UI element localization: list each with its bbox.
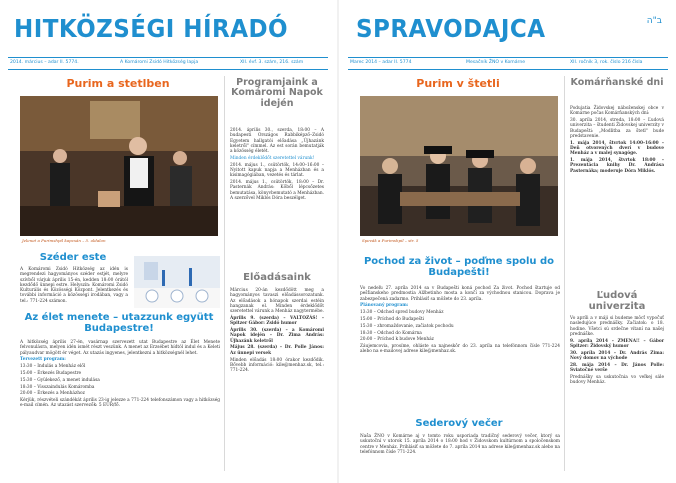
seder-title: Sederový večer: [415, 418, 503, 429]
programs-item-2: 2014. május 1., csütörtök, 14:00–16:00 – Nyitott kapuk napja a Menházban és a kisimagógiában, vezetés és tárlat.: [230, 162, 324, 179]
lectures-title: Előadásaink: [243, 272, 311, 283]
purim-photo: [360, 96, 558, 236]
lectures-item-1: Április 9. (szerda) – VALTOZÁS! – Spitzer Gábor: Zsidó humor: [230, 315, 324, 327]
programs-item-3: 2014. május 1., csütörtök, 18:00 – Dr. Pasternák András: Kőből lépcsőzetes bemutatása, könyvbemutató a Menházban. A szerzővel Miklós Dóra beszélget.: [230, 180, 324, 202]
page-gutter: [337, 0, 339, 483]
issue-number: XII. ročník 3, rok. číslo 216 čísla: [570, 60, 643, 65]
purim-caption: Jelenet a Purimshpil kapcsán – 5. oldalon: [22, 238, 106, 243]
masthead-rule: [348, 57, 668, 58]
pochod-program-1: 13:30 – Odchod spred budovy Menház: [360, 310, 444, 316]
eletmenete-text: A hitközség április 27-én, vasárnap szervezett utat Budapestre az Élet Menete felvonulásra, melyen idén ismét részt veszünk. A menet az Erzsébet hídtól indul és a Keleti pályaudvar mögött ér véget. Az utazás ingyenes, jelentkezni a hitközségnél lehet.: [20, 340, 220, 356]
pochod-program-4: 18:30 – Odchod do Komárna: [360, 330, 422, 336]
lectures-body: [230, 288, 324, 375]
newspaper-title: SPRAVODAJCA: [356, 14, 546, 43]
masthead-rule: [8, 57, 328, 58]
komarno-days-item-1: 30. apríla 2014, streda, 18:00 – Ľudová univerzita – študenti Židovskej univerzity v Budapešti: „Modlitba za štetl" bude predstavenie.: [570, 118, 664, 139]
pochod-program-title: Plánovaný program:: [360, 303, 409, 309]
eletmenete-program-3: 15:30 – Gyülekező, a menet indulása: [20, 377, 100, 383]
komarno-days-intro: Podujatia Židovskej náboženskej obce v Komárne počas Komárňanských dní:: [570, 106, 664, 117]
eletmenete-program-2: 15:00 – Érkezés Budapestre: [20, 370, 82, 376]
ludova-item-2: 30. apríla 2014 – Dr. András Zima: Nový domov na východe: [570, 350, 664, 362]
hebrew-mark: ב"ה: [646, 16, 662, 26]
lectures-item-3: Május 28. (szerda) – Dr. Polle János: Az ünnepi versek: [230, 345, 324, 356]
programs-title: Programjaink a Komáromi Napok idején: [231, 77, 323, 109]
eletmenete-program-5: 20:00 – Érkezés a Menházhoz: [20, 391, 85, 397]
ludova-body: [570, 316, 664, 387]
pochod-body: [360, 286, 560, 356]
ludova-title: Ľudová univerzita: [588, 290, 646, 312]
masthead: [8, 10, 328, 52]
pochod-note: Záujemcovia, prosíme, ohláste sa najneskôr do 23. apríla na telefónnom čísle 771-224 alebo na e-mailovej adrese kile@menhaz.sk.: [360, 344, 560, 355]
ludova-item-1: 9. apríla 2014 – ZMENA!! – Gábor Spitzer: Židovský humor: [570, 338, 664, 349]
masthead: [348, 10, 668, 52]
ludova-footer: Prednášky sa uskutočnia vo veľkej sále budovy Menház.: [570, 374, 664, 386]
komarno-days-item-2: 1. mája 2014, štvrtok 14:00–16:00 – Deň otvorených dverí v budove Menház a v malej synagóge.: [570, 140, 664, 157]
purim-title: Purim a stetlben: [66, 77, 170, 90]
eletmenete-body: [20, 340, 220, 410]
seder-table-illustration: [134, 256, 220, 308]
seder-photo: [134, 256, 220, 308]
newspaper-title: HITKÖZSÉGI HÍRADÓ: [14, 14, 289, 43]
issue-line: [348, 59, 668, 69]
programs-body: [230, 128, 324, 203]
issue-publisher: Mesačník ŽNO v Komárne: [466, 60, 526, 65]
lectures-item-2: Április 30. (szerda) – a Komáromi Napok idején – Dr. Zima András: Újhazánk keletről: [230, 328, 324, 344]
komarno-days-body: [570, 106, 664, 176]
ludova-item-3: 28. mája 2014 – Dr. János Polle: Sviatočné verše: [570, 362, 664, 374]
eletmenete-program-4: 18:30 – Visszaindulás Komáromba: [20, 384, 95, 390]
eletmenete-program-1: 13:30 – Indulás a Menház elől: [20, 364, 86, 370]
purim-photo-illustration: [360, 96, 558, 236]
purim-photo-illustration: [20, 96, 218, 236]
pochod-program-5: 20:00 – Príchod k budove Menház: [360, 337, 434, 343]
lectures-text: Március 20-án kezdődött meg a hagyományos tavaszi előadássorozatunk. Az előadások a hónapok szerdai estéin hangzanak el. Minden érdeklődőt szeretettel várunk a Menház nagytermébe.: [230, 288, 324, 315]
slovak-page: [348, 10, 668, 478]
purim-caption: Spevák a Purimshpil – str. 5: [362, 238, 419, 243]
pochod-title: Pochod za život – poďme spolu do Budapešti!: [363, 256, 555, 278]
purim-title: Purim v štetli: [416, 77, 500, 90]
komarno-days-item-3: 1. mája 2014, štvrtok 18:00 – Prezentácia knihy Dr. Andrása Pasternáka; moderuje Dóra Miklós.: [570, 158, 664, 174]
hungarian-page: [8, 10, 328, 478]
lectures-footer: Minden előadás 18:00 órakor kezdődik. Bővebb információ: kile@menhaz.sk, tel.: 771-224.: [230, 357, 324, 374]
eletmenete-program-title: Tervezett program:: [20, 357, 66, 363]
pochod-program-3: 15:30 – zhromaždovanie, začiatok pochodu: [360, 323, 454, 329]
seder-text: Naša ŽNO v Komárne aj v tomto roku usporiada tradičný sederový večer, ktorý sa uskutoční v utorok 15. apríla 2014 o 18:00 hod v Židovskom kultúrnom a spoločenskom centre v Menház. Prihlásiť sa môžete do 7. apríla 2014 na adrese kile@menhaz.sk alebo na telefónnom čísle 771-224.: [360, 434, 560, 455]
pochod-text: Vo nedeľu 27. apríla 2014 sa v Budapešti koná pochod Za život. Pochod štartuje od pešťianskeho predmostia Alžbetinho mosta a končí za východnou stanicou. Doprava je zabezpečená zadarmo. Prihlásiť sa môžete do 23. apríla.: [360, 286, 560, 302]
issue-number: XII. évf. 3. szám, 216. szám: [240, 60, 304, 65]
seder-text: A Komáromi Zsidó Hitközség az idén is megrendezi hagyományos széder estjét, melyre szívből várjuk április 15-én, kedden 18:00 órától kezdődő ünnepi estre. Helyszín: Komáromi Zsidó Kulturális és Közösségi Központ. Jelentkezés és további információ a közösségi irodában, vagy a tel.: 771-224 számon.: [20, 267, 128, 304]
column-divider: [564, 76, 565, 471]
komarno-days-title: Komárňanské dni: [570, 77, 664, 88]
issue-date: 2014. március – adar II. 5774.: [10, 60, 79, 65]
pochod-program-2: 15:00 – Príchod do Budapešti: [360, 316, 425, 322]
ludova-text: Vo apríli a v máji si budeme môcť vypočuť nasledujúce prednášky. Začiatok: o 18. hodine. Všetci sú srdečne vítaní na našej prednáške.: [570, 316, 664, 337]
eletmenete-note: Kérjük, részvételi szándékát április 23-ig jelezze a 771-224 telefonszámon vagy a hitközség e-mail címén. Az utazást szervezők: 5 EUR/fő.: [20, 398, 220, 409]
issue-date: Marec 2014 – adar II. 5774: [350, 60, 412, 65]
issue-rule: [8, 69, 328, 70]
programs-item-1: 2014. április 30., szerda, 18:00 – A budapesti Országos Rabbiképző–Zsidó Egyetem hallgatói előadása „Újhazánk keletről" címmel. Az est során bemutatják a közösség életét.: [230, 128, 324, 155]
purim-photo: [20, 96, 218, 236]
eletmenete-title: Az élet menete – utazzunk együtt Budapestre!: [24, 312, 214, 334]
issue-line: [8, 59, 328, 69]
issue-publisher: A Komáromi Zsidó Hitközség lapja: [120, 60, 199, 65]
seder-title: Széder este: [39, 252, 107, 263]
programs-note: Minden érdeklődőt szeretettel várunk!: [230, 155, 315, 161]
column-divider: [224, 76, 225, 471]
issue-rule: [348, 69, 668, 70]
